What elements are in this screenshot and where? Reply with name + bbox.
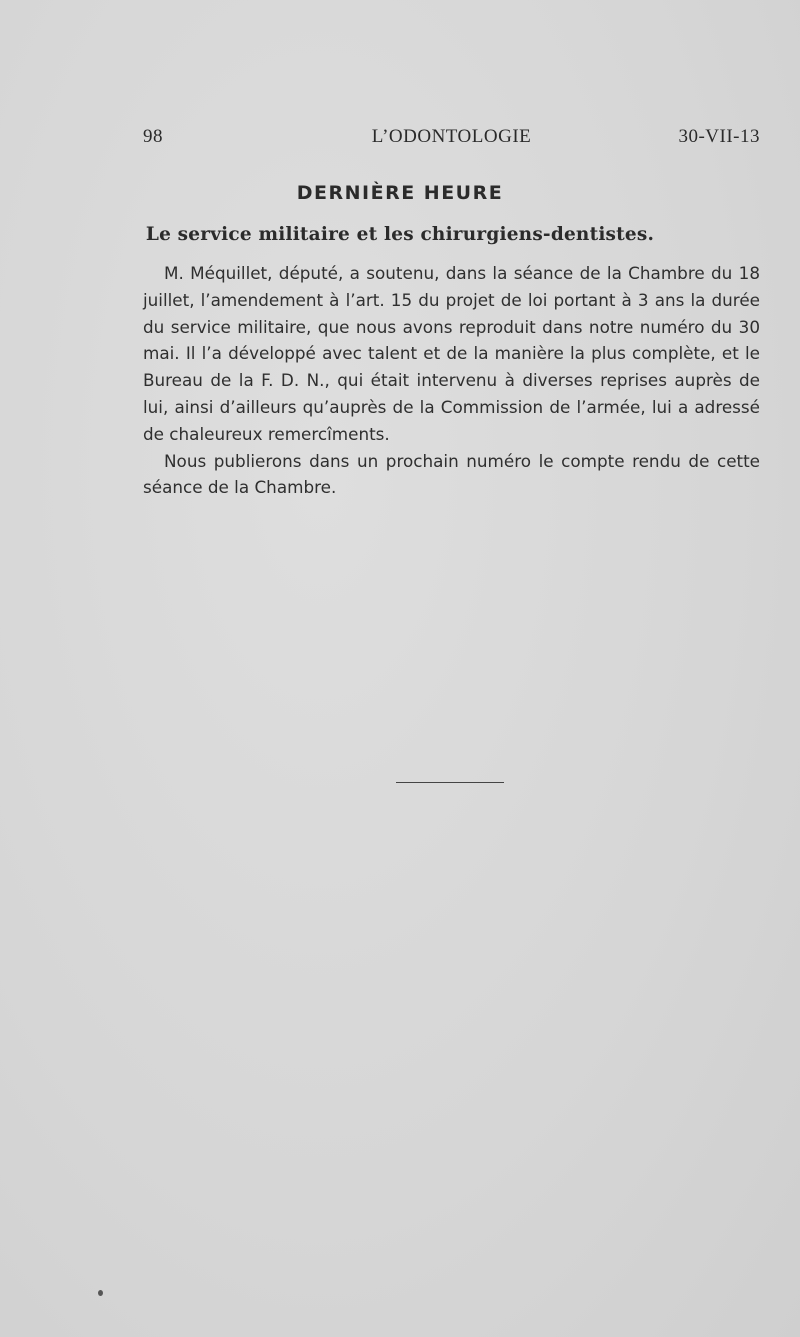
- issue-date: 30-VII-13: [678, 126, 760, 147]
- journal-title: L’ODONTOLOGIE: [371, 126, 532, 147]
- running-header: [143, 126, 760, 154]
- article-title: Le service militaire et les chirurgiens-dentistes.: [145, 224, 655, 245]
- page-number: 98: [143, 126, 163, 147]
- article-body: [143, 260, 760, 501]
- paper-speck: [98, 1290, 103, 1296]
- section-divider: [396, 782, 504, 783]
- section-title: DERNIÈRE HEURE: [296, 182, 504, 204]
- paragraph: Nous publierons dans un prochain numéro le compte rendu de cette séance de la Chambre.: [143, 450, 760, 498]
- paragraph: M. Méquillet, député, a soutenu, dans la séance de la Chambre du 18 juillet, l’amendement à l’art. 15 du projet de loi portant à 3 ans la durée du service militaire, que nous avons reproduit dans notre numéro du 30 mai. Il l’a développé avec talent et de la manière la plus complète, et le Bureau de la F. D. N., qui était intervenu à diverses reprises auprès de lui, ainsi d’ailleurs qu’auprès de la Commission de l’armée, lui a adressé de chaleureux remercîments.: [143, 263, 760, 444]
